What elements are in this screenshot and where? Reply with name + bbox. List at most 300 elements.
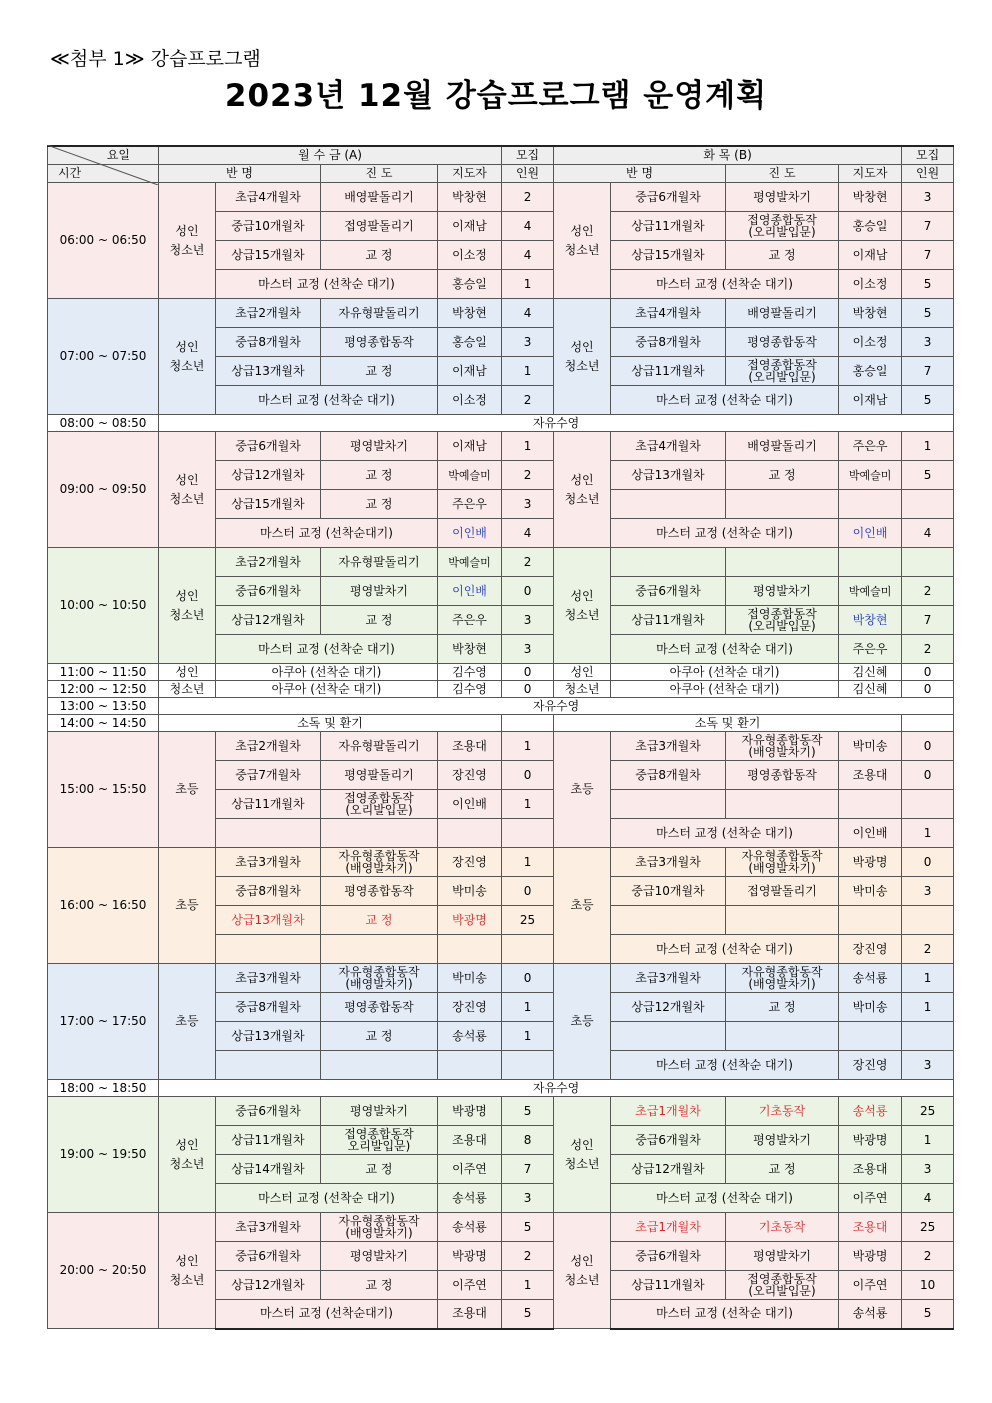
b-instructor: 주은우 (839, 432, 902, 461)
b-progress (726, 790, 839, 819)
b-count: 7 (902, 606, 954, 635)
target-line: 청소년 (169, 1156, 205, 1171)
b-progress: 교 정 (726, 1155, 839, 1184)
b-count: 3 (902, 328, 954, 357)
a-count: 0 (502, 964, 554, 993)
b-class-name (611, 548, 726, 577)
a-instructor: 주은우 (438, 490, 502, 519)
a-class-name: 중급8개월차 (216, 877, 321, 906)
b-count: 5 (902, 386, 954, 415)
a-master-cell: 마스터 교정 (선착순 대기) (216, 386, 438, 415)
b-instructor: 이인배 (839, 819, 902, 848)
a-count: 7 (502, 1155, 554, 1184)
a-instructor: 송석룡 (438, 1213, 502, 1242)
aqua-target-a: 청소년 (159, 681, 216, 698)
a-count: 3 (502, 1184, 554, 1213)
b1700-a-target: 초등 (159, 964, 216, 1080)
a-progress: 자유형팔돌리기 (321, 732, 438, 761)
aqua-time: 12:00 ~ 12:50 (48, 681, 159, 698)
a-instructor: 이인배 (438, 519, 502, 548)
a-count: 2 (502, 183, 554, 212)
b-progress: 배영팔돌리기 (726, 299, 839, 328)
a-count: 1 (502, 1022, 554, 1051)
b-progress: 기초동작 (726, 1213, 839, 1242)
header-instructor-b: 지도자 (839, 165, 902, 183)
aqua-count-a: 0 (502, 664, 554, 681)
a-instructor: 박예슬미 (438, 548, 502, 577)
aqua-count-a: 0 (502, 681, 554, 698)
b-class-name: 중급10개월차 (611, 877, 726, 906)
a-class-name: 중급7개월차 (216, 761, 321, 790)
target-line: 청소년 (169, 607, 205, 622)
b-class-name: 상급12개월차 (611, 1155, 726, 1184)
b-progress (726, 906, 839, 935)
header-class-b: 반 명 (554, 165, 726, 183)
a-count: 5 (502, 1213, 554, 1242)
free-swim-1300-label: 자유수영 (159, 698, 954, 715)
a-instructor: 이인배 (438, 790, 502, 819)
progress-line: (배영발차기) (345, 861, 413, 875)
b1500-row (48, 732, 954, 761)
b-instructor: 이주연 (839, 1271, 902, 1300)
b-count (902, 548, 954, 577)
b-progress (726, 732, 839, 761)
a-class-name: 초급4개월차 (216, 183, 321, 212)
header-tt: 화 목 (B) (554, 146, 902, 165)
target-line: 성인 (175, 339, 199, 354)
b-class-name: 초급4개월차 (611, 432, 726, 461)
header-people-b: 인원 (902, 165, 954, 183)
b-master-cell: 마스터 교정 (선착순 대기) (611, 1300, 839, 1329)
a-progress (321, 1213, 438, 1242)
b1600-time: 16:00 ~ 16:50 (48, 848, 159, 964)
b1000-time: 10:00 ~ 10:50 (48, 548, 159, 664)
header-recruit-a: 모집 (502, 146, 554, 165)
a-instructor: 박미송 (438, 877, 502, 906)
b-class-name: 상급11개월차 (611, 357, 726, 386)
a-progress: 자유형팔돌리기 (321, 299, 438, 328)
a-class-name: 상급12개월차 (216, 606, 321, 635)
b-count: 4 (902, 1184, 954, 1213)
a-instructor: 박미송 (438, 964, 502, 993)
a-class-name (216, 1051, 321, 1080)
a-progress (321, 1126, 438, 1155)
a-instructor: 홍승일 (438, 270, 502, 299)
b-class-name: 중급6개월차 (611, 1126, 726, 1155)
a-instructor (438, 935, 502, 964)
a-count: 3 (502, 490, 554, 519)
b1600-a-target: 초등 (159, 848, 216, 964)
b-count: 0 (902, 848, 954, 877)
a-count: 1 (502, 432, 554, 461)
target-line: 청소년 (169, 491, 205, 506)
b-instructor: 홍승일 (839, 357, 902, 386)
b-class-name (611, 906, 726, 935)
target-line: 성인 (175, 1253, 199, 1268)
b1900-row (48, 1097, 954, 1126)
a-instructor: 이주연 (438, 1271, 502, 1300)
target-line: 성인 (175, 472, 199, 487)
progress-line: 접영종합동작 (747, 358, 817, 372)
b-progress: 교 정 (726, 241, 839, 270)
b2000-row (48, 1213, 954, 1242)
b-class-name: 중급6개월차 (611, 1242, 726, 1271)
a-instructor: 박광명 (438, 1097, 502, 1126)
a-class-name: 상급13개월차 (216, 906, 321, 935)
progress-line: 자유형종합동작 (338, 965, 420, 979)
b-progress: 교 정 (726, 993, 839, 1022)
progress-line: 접영종합동작 (747, 607, 817, 621)
a-instructor: 이인배 (438, 577, 502, 606)
b1900-a-target (159, 1097, 216, 1213)
progress-line: 자유형종합동작 (741, 849, 823, 863)
disinfect-b-empty (902, 715, 954, 732)
a-count: 4 (502, 519, 554, 548)
a-count: 0 (502, 877, 554, 906)
progress-line: 자유형종합동작 (338, 849, 420, 863)
progress-line: 오리발입문) (347, 1139, 411, 1153)
a-class-name: 중급6개월차 (216, 1097, 321, 1126)
a-count: 3 (502, 328, 554, 357)
header-recruit-b: 모집 (902, 146, 954, 165)
a-count: 4 (502, 241, 554, 270)
a-count: 1 (502, 357, 554, 386)
a-instructor: 박창현 (438, 635, 502, 664)
b1000-row (48, 548, 954, 577)
progress-line: (오리발입문) (748, 619, 816, 633)
b-instructor (839, 1022, 902, 1051)
b-master-cell: 마스터 교정 (선착순 대기) (611, 270, 839, 299)
a-progress: 교 정 (321, 241, 438, 270)
b-master-cell: 마스터 교정 (선착순 대기) (611, 519, 839, 548)
b-class-name (611, 790, 726, 819)
free-swim-0800-label: 자유수영 (159, 415, 954, 432)
b1900-time: 19:00 ~ 19:50 (48, 1097, 159, 1213)
a-class-name (216, 935, 321, 964)
b2000-time: 20:00 ~ 20:50 (48, 1213, 159, 1329)
a-count: 3 (502, 606, 554, 635)
aqua-target-b: 청소년 (554, 681, 611, 698)
b-instructor: 장진영 (839, 935, 902, 964)
header-people-a: 인원 (502, 165, 554, 183)
a-instructor: 이소정 (438, 386, 502, 415)
b-progress (726, 1022, 839, 1051)
progress-line: 접영종합동작 (747, 1272, 817, 1286)
disinfect-a-empty (502, 715, 554, 732)
target-line: 청소년 (564, 358, 600, 373)
a-class-name: 초급2개월차 (216, 299, 321, 328)
a-progress: 평영발차기 (321, 577, 438, 606)
b-instructor: 장진영 (839, 1051, 902, 1080)
b-instructor: 박미송 (839, 732, 902, 761)
header-progress-b: 진 도 (726, 165, 839, 183)
b-instructor: 박창현 (839, 183, 902, 212)
b-count: 25 (902, 1213, 954, 1242)
b-count: 7 (902, 241, 954, 270)
b-progress: 평영발차기 (726, 1126, 839, 1155)
header-row-2 (48, 165, 954, 183)
a-progress: 평영팔돌리기 (321, 761, 438, 790)
a-master-cell: 마스터 교정 (선착순 대기) (216, 635, 438, 664)
b-count: 1 (902, 1126, 954, 1155)
header-instructor-a: 지도자 (438, 165, 502, 183)
progress-line: (배영발차기) (748, 977, 816, 991)
header-class-a: 반 명 (159, 165, 321, 183)
b1000-b-target (554, 548, 611, 664)
aqua-target-a: 성인 (159, 664, 216, 681)
b-instructor: 조용대 (839, 1155, 902, 1184)
b-progress (726, 606, 839, 635)
free-swim-1300 (48, 698, 954, 715)
a-instructor: 장진영 (438, 761, 502, 790)
b-progress: 평영종합동작 (726, 328, 839, 357)
b-count: 1 (902, 819, 954, 848)
b0700-time: 07:00 ~ 07:50 (48, 299, 159, 415)
a-count: 8 (502, 1126, 554, 1155)
a-count (502, 819, 554, 848)
target-line: 성인 (175, 1137, 199, 1152)
progress-line: (오리발입문) (748, 1284, 816, 1298)
a-count (502, 935, 554, 964)
b2000-a-target (159, 1213, 216, 1329)
target-line: 청소년 (564, 1156, 600, 1171)
a-class-name: 초급3개월차 (216, 1213, 321, 1242)
b0900-time: 09:00 ~ 09:50 (48, 432, 159, 548)
b-instructor: 주은우 (839, 635, 902, 664)
b-master-cell: 마스터 교정 (선착순 대기) (611, 1184, 839, 1213)
disinfect-a: 소독 및 환기 (159, 715, 502, 732)
b-instructor: 송석룡 (839, 964, 902, 993)
b-master-cell: 마스터 교정 (선착순 대기) (611, 635, 839, 664)
b1700-row (48, 964, 954, 993)
header-day: 요일 (106, 148, 130, 162)
aqua-instructor-b: 김신혜 (839, 664, 902, 681)
b0600-a-target (159, 183, 216, 299)
a-instructor (438, 819, 502, 848)
target-line: 성인 (570, 1137, 594, 1152)
header-time: 시간 (58, 166, 82, 180)
aqua-target-b: 성인 (554, 664, 611, 681)
b-count: 3 (902, 1155, 954, 1184)
schedule-table (47, 145, 954, 1330)
b-class-name: 상급11개월차 (611, 606, 726, 635)
a-instructor: 송석룡 (438, 1022, 502, 1051)
a-count: 25 (502, 906, 554, 935)
a-instructor: 박창현 (438, 299, 502, 328)
b-class-name: 상급11개월차 (611, 212, 726, 241)
a-progress: 교 정 (321, 490, 438, 519)
aqua-label-a: 아쿠아 (선착순 대기) (216, 681, 438, 698)
b-count: 5 (902, 270, 954, 299)
b-count: 0 (902, 732, 954, 761)
a-class-name: 중급6개월차 (216, 1242, 321, 1271)
b1700-b-target: 초등 (554, 964, 611, 1080)
b-instructor: 박미송 (839, 877, 902, 906)
b-count: 4 (902, 519, 954, 548)
free-swim-1300-time: 13:00 ~ 13:50 (48, 698, 159, 715)
b-class-name: 중급8개월차 (611, 761, 726, 790)
b0600-b-target (554, 183, 611, 299)
free-swim-0800 (48, 415, 954, 432)
a-count: 0 (502, 577, 554, 606)
aqua-instructor-a: 김수영 (438, 681, 502, 698)
a-instructor: 박예슬미 (438, 461, 502, 490)
target-line: 성인 (175, 588, 199, 603)
b-count (902, 906, 954, 935)
aqua-row (48, 664, 954, 681)
b-class-name: 상급13개월차 (611, 461, 726, 490)
b-instructor: 이소정 (839, 328, 902, 357)
a-master-cell: 마스터 교정 (선착순대기) (216, 1300, 438, 1329)
a-progress (321, 790, 438, 819)
a-progress: 평영종합동작 (321, 328, 438, 357)
b-class-name (611, 1022, 726, 1051)
b-class-name: 중급6개월차 (611, 577, 726, 606)
b1500-time: 15:00 ~ 15:50 (48, 732, 159, 848)
b-instructor: 이인배 (839, 519, 902, 548)
a-instructor: 조용대 (438, 732, 502, 761)
aqua-row (48, 681, 954, 698)
b-instructor: 이재남 (839, 241, 902, 270)
b1500-b-target: 초등 (554, 732, 611, 848)
b1600-b-target: 초등 (554, 848, 611, 964)
a-count: 2 (502, 548, 554, 577)
a-instructor: 이재남 (438, 432, 502, 461)
b-instructor: 박광명 (839, 1126, 902, 1155)
a-class-name: 중급6개월차 (216, 432, 321, 461)
a-progress: 교 정 (321, 1155, 438, 1184)
b-instructor: 송석룡 (839, 1097, 902, 1126)
free-swim-1800-label: 자유수영 (159, 1080, 954, 1097)
b-class-name: 초급3개월차 (611, 732, 726, 761)
aqua-label-a: 아쿠아 (선착순 대기) (216, 664, 438, 681)
header-row-1 (48, 146, 954, 165)
b-count: 2 (902, 1242, 954, 1271)
a-class-name: 상급11개월차 (216, 790, 321, 819)
b-count (902, 1022, 954, 1051)
b-progress (726, 1271, 839, 1300)
a-instructor: 주은우 (438, 606, 502, 635)
a-count: 0 (502, 761, 554, 790)
a-instructor: 박광명 (438, 1242, 502, 1271)
progress-line: (배영발차기) (345, 977, 413, 991)
b-count: 1 (902, 432, 954, 461)
b-progress (726, 212, 839, 241)
b-count: 5 (902, 461, 954, 490)
a-class-name: 상급12개월차 (216, 1271, 321, 1300)
a-class-name: 중급8개월차 (216, 993, 321, 1022)
a-progress: 교 정 (321, 606, 438, 635)
a-count: 1 (502, 270, 554, 299)
target-line: 청소년 (564, 1272, 600, 1287)
b0600-time: 06:00 ~ 06:50 (48, 183, 159, 299)
header-diagonal-line (47, 145, 159, 185)
target-line: 청소년 (564, 242, 600, 257)
b-instructor: 박예슬미 (839, 461, 902, 490)
free-swim-0800-time: 08:00 ~ 08:50 (48, 415, 159, 432)
attachment-label: ≪첨부 1≫ 강습프로그램 (50, 48, 261, 70)
disinfect-row (48, 715, 954, 732)
b-count: 10 (902, 1271, 954, 1300)
a-class-name: 중급10개월차 (216, 212, 321, 241)
progress-line: 접영종합동작 (344, 1127, 414, 1141)
b-master-cell: 마스터 교정 (선착순 대기) (611, 386, 839, 415)
b-class-name: 초급3개월차 (611, 848, 726, 877)
b-count: 7 (902, 212, 954, 241)
a-count: 1 (502, 790, 554, 819)
a-count: 2 (502, 1242, 554, 1271)
b-progress (726, 357, 839, 386)
progress-line: 자유형종합동작 (338, 1214, 420, 1228)
a-progress: 배영팔돌리기 (321, 183, 438, 212)
b-class-name: 초급4개월차 (611, 299, 726, 328)
b-count: 3 (902, 1051, 954, 1080)
b-instructor: 이재남 (839, 386, 902, 415)
a-instructor: 장진영 (438, 848, 502, 877)
a-class-name: 상급13개월차 (216, 357, 321, 386)
aqua-instructor-b: 김신혜 (839, 681, 902, 698)
b-instructor: 송석룡 (839, 1300, 902, 1329)
target-line: 청소년 (169, 242, 205, 257)
a-progress (321, 819, 438, 848)
b0700-a-target (159, 299, 216, 415)
a-progress: 평영발차기 (321, 432, 438, 461)
a-class-name: 상급15개월차 (216, 490, 321, 519)
a-instructor: 조용대 (438, 1300, 502, 1329)
a-count: 5 (502, 1097, 554, 1126)
target-line: 성인 (570, 1253, 594, 1268)
b-instructor (839, 906, 902, 935)
b-instructor: 조용대 (839, 1213, 902, 1242)
a-progress: 평영종합동작 (321, 877, 438, 906)
b-instructor: 이주연 (839, 1184, 902, 1213)
b-progress: 교 정 (726, 461, 839, 490)
b-count: 25 (902, 1097, 954, 1126)
a-instructor: 조용대 (438, 1126, 502, 1155)
a-progress: 평영종합동작 (321, 993, 438, 1022)
b-progress (726, 848, 839, 877)
a-class-name: 초급2개월차 (216, 548, 321, 577)
target-line: 청소년 (169, 358, 205, 373)
header-mwf: 월 수 금 (A) (159, 146, 502, 165)
a-class-name (216, 819, 321, 848)
b-class-name: 초급1개월차 (611, 1097, 726, 1126)
progress-line: (배영발차기) (748, 861, 816, 875)
b-instructor: 박광명 (839, 1242, 902, 1271)
b-count: 1 (902, 964, 954, 993)
b-master-cell: 마스터 교정 (선착순 대기) (611, 819, 839, 848)
free-swim-1800-time: 18:00 ~ 18:50 (48, 1080, 159, 1097)
a-master-cell: 마스터 교정 (선착순대기) (216, 519, 438, 548)
b-progress: 평영발차기 (726, 183, 839, 212)
b-progress (726, 490, 839, 519)
b-instructor: 박창현 (839, 299, 902, 328)
a-master-cell: 마스터 교정 (선착순 대기) (216, 1184, 438, 1213)
b-count: 7 (902, 357, 954, 386)
target-line: 성인 (570, 472, 594, 487)
b-count: 0 (902, 761, 954, 790)
b-progress (726, 964, 839, 993)
a-instructor: 이주연 (438, 1155, 502, 1184)
free-swim-1800 (48, 1080, 954, 1097)
header-progress-a: 진 도 (321, 165, 438, 183)
a-instructor (438, 1051, 502, 1080)
b-instructor: 이소정 (839, 270, 902, 299)
target-line: 청소년 (564, 607, 600, 622)
target-line: 청소년 (564, 491, 600, 506)
a-class-name: 상급11개월차 (216, 1126, 321, 1155)
b-count: 3 (902, 877, 954, 906)
